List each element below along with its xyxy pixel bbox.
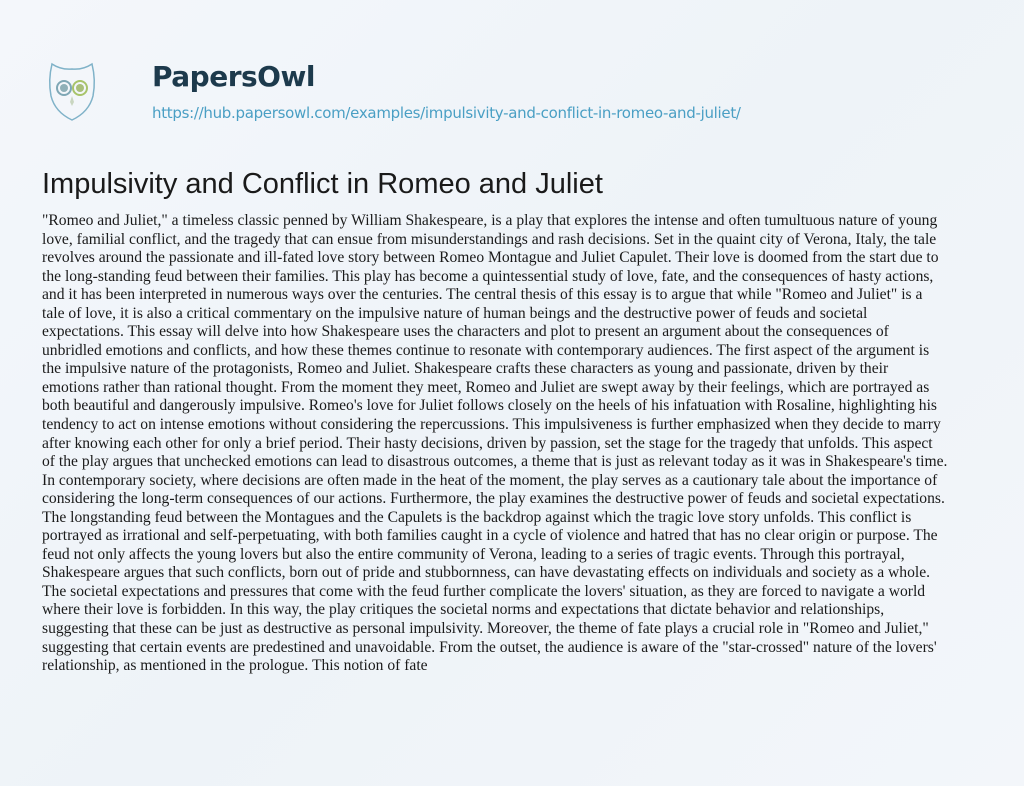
essay-line: revolves around the passionate and ill-fated love story between Romeo Montague and Juliet Capulet. Their love is doomed from the start due to [42, 249, 939, 267]
essay-line: after knowing each other for only a brief period. Their hasty decisions, driven by passion, set the stage for the tragedy that unfolds. This aspect [42, 434, 933, 452]
essay-line: In contemporary society, where decisions are often made in the heat of the moment, the play serves as a cautionary tale about the importance of [42, 471, 938, 489]
essay-line: relationship, as mentioned in the prologue. This notion of fate [42, 657, 428, 675]
owl-logo-icon[interactable] [47, 60, 97, 122]
essay-line: tendency to act on intense emotions without considering the repercussions. This impulsiveness is further emphasized when they decide to marry [42, 416, 941, 434]
essay-line: where their love is forbidden. In this way, the play critiques the societal norms and expectations that dictate behavior and relationships, [42, 601, 885, 619]
source-url[interactable]: https://hub.papersowl.com/examples/impulsivity-and-conflict-in-romeo-and-juliet/ [152, 104, 741, 122]
essay-body [42, 212, 1022, 676]
essay-line: the long-standing feud between their families. This play has become a quintessential study of love, fate, and the consequences of hasty actions, [42, 267, 934, 285]
essay-line: The longstanding feud between the Montagues and the Capulets is the backdrop against which the tragic love story unfolds. This conflict is [42, 508, 912, 526]
essay-line: and it has been interpreted in numerous ways over the centuries. The central thesis of this essay is to argue that while "Romeo and Juliet" is a [42, 286, 923, 304]
essay-line: both beautiful and dangerously impulsive. Romeo's love for Juliet follows closely on the heels of his infatuation with Rosaline, highlighting his [42, 397, 937, 415]
essay-line: the impulsive nature of the protagonists, Romeo and Juliet. Shakespeare crafts these characters as young and passionate, driven by their [42, 360, 889, 378]
brand-name[interactable]: PapersOwl [152, 60, 315, 93]
essay-line: considering the long-term consequences of our actions. Furthermore, the play examines the destructive power of feuds and societal expectations. [42, 490, 945, 508]
essay-line: portrayed as irrational and self-perpetuating, with both families caught in a cycle of violence and hatred that has no clear origin or purpose. The [42, 527, 938, 545]
essay-line: "Romeo and Juliet," a timeless classic penned by William Shakespeare, is a play that explores the intense and often tumultuous nature of young [42, 212, 938, 229]
essay-line: suggesting that certain events are predestined and unavoidable. From the outset, the audience is aware of the "star-crossed" nature of the lovers' [42, 638, 937, 656]
essay-line: Shakespeare argues that such conflicts, born out of pride and stubbornness, can have devastating effects on individuals and society as a whole. [42, 564, 931, 582]
essay-line: love, familial conflict, and the tragedy that can ensue from misunderstandings and rash decisions. Set in the quaint city of Verona, Italy, the tale [42, 230, 937, 248]
page-title: Impulsivity and Conflict in Romeo and Juliet [42, 168, 603, 200]
essay-line: of the play argues that unchecked emotions can lead to disastrous outcomes, a theme that is just as relevant today as it was in Shakespeare's time. [42, 453, 948, 471]
essay-line: The societal expectations and pressures that come with the feud further complicate the lovers' situation, as they are forced to navigate a world [42, 582, 926, 600]
essay-line: unbridled emotions and conflicts, and how these themes continue to resonate with contemporary audiences. The first aspect of the argument is [42, 341, 930, 359]
essay-line: tale of love, it is also a critical commentary on the impulsive nature of human beings and the destructive power of feuds and societal [42, 304, 868, 322]
essay-line: emotions rather than rational thought. From the moment they meet, Romeo and Juliet are swept away by their feelings, which are portrayed as [42, 378, 930, 396]
essay-line: feud not only affects the young lovers but also the entire community of Verona, leading to a series of tragic events. Through this portrayal, [42, 545, 905, 563]
essay-line: suggesting that these can be just as destructive as personal impulsivity. Moreover, the theme of fate plays a crucial role in "Romeo and Juliet," [42, 620, 929, 638]
essay-line: expectations. This essay will delve into how Shakespeare uses the characters and plot to present an argument about the consequences of [42, 323, 889, 341]
